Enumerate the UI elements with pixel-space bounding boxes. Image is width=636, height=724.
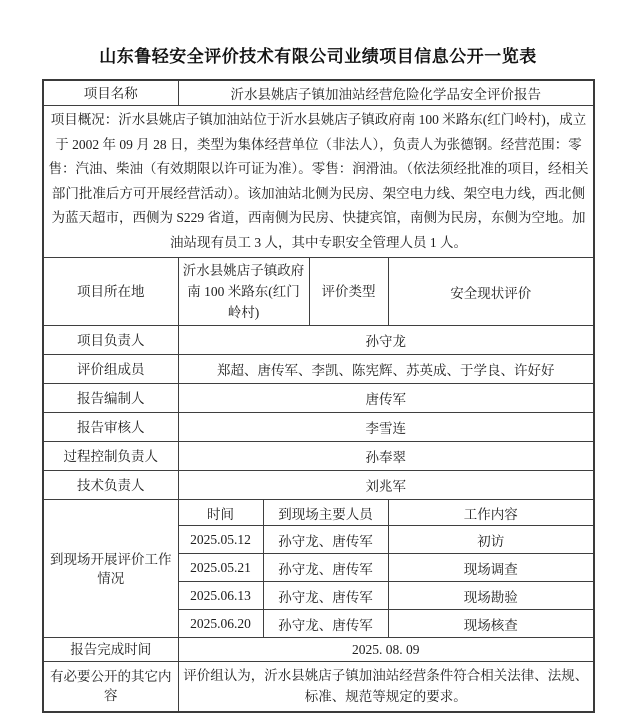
project-name-label: 项目名称 <box>43 80 178 106</box>
eval-team-value: 郑超、唐传军、李凯、陈宪辉、苏英成、于学良、许好好 <box>178 355 594 384</box>
report-writer-value: 唐传军 <box>178 384 594 413</box>
visit-people: 孙守龙、唐传军 <box>263 526 388 554</box>
visit-people: 孙守龙、唐传军 <box>263 582 388 610</box>
table-row <box>43 500 594 526</box>
report-reviewer-value: 李雪连 <box>178 413 594 442</box>
table-row <box>43 326 594 355</box>
process-control-value: 孙奉翠 <box>178 442 594 471</box>
table-row <box>43 442 594 471</box>
completion-date: 2025. 08. 09 <box>178 638 594 662</box>
site-visit-label: 到现场开展评价工作情况 <box>43 500 178 638</box>
page-title: 山东鲁轻安全评价技术有限公司业绩项目信息公开一览表 <box>99 47 537 66</box>
visit-header-people: 到现场主要人员 <box>263 500 388 526</box>
report-writer-label: 报告编制人 <box>43 384 178 413</box>
project-info-table <box>42 79 595 713</box>
table-row <box>43 106 594 258</box>
table-row <box>43 471 594 500</box>
project-leader-value: 孙守龙 <box>178 326 594 355</box>
table-row <box>43 355 594 384</box>
eval-type-value: 安全现状评价 <box>388 258 594 326</box>
visit-work: 现场勘验 <box>388 582 594 610</box>
project-leader-label: 项目负责人 <box>43 326 178 355</box>
location-label: 项目所在地 <box>43 258 178 326</box>
visit-header-date: 时间 <box>178 500 263 526</box>
other-content-value: 评价组认为，沂水县姚店子镇加油站经营条件符合相关法律、法规、标准、规范等规定的要求。 <box>178 662 594 712</box>
table-row <box>43 662 594 712</box>
project-overview: 项目概况：沂水县姚店子镇加油站位于沂水县姚店子镇政府南 100 米路东(红门岭村)，成立于 2002 年 09 月 28 日，类型为集体经营单位（非法人），负责人为张德钢。经营范围：零售：汽油、柴油（有效期限以许可证为准）。零售：润滑油。（依法须经批准的项目，经相关部门批准后方可开展经营活动）。该加油站北侧为民房、架空电力线、架空电力线，西北侧为蓝天超市，西侧为 S229 省道，西南侧为民房、快捷宾馆，南侧为民房，东侧为空地。加油站现有员工 3 人，其中专职安全管理人员 1 人。 <box>43 106 594 258</box>
visit-people: 孙守龙、唐传军 <box>263 554 388 582</box>
process-control-label: 过程控制负责人 <box>43 442 178 471</box>
completion-label: 报告完成时间 <box>43 638 178 662</box>
visit-work: 现场调查 <box>388 554 594 582</box>
visit-date: 2025.05.21 <box>178 554 263 582</box>
tech-leader-value: 刘兆军 <box>178 471 594 500</box>
table-row <box>43 413 594 442</box>
project-name-value: 沂水县姚店子镇加油站经营危险化学品安全评价报告 <box>178 80 594 106</box>
table-row <box>43 638 594 662</box>
eval-team-label: 评价组成员 <box>43 355 178 384</box>
visit-date: 2025.05.12 <box>178 526 263 554</box>
table-row <box>43 80 594 106</box>
report-reviewer-label: 报告审核人 <box>43 413 178 442</box>
visit-work: 现场核查 <box>388 610 594 638</box>
location-value: 沂水县姚店子镇政府南 100 米路东(红门岭村) <box>178 258 309 326</box>
table-row <box>43 258 594 326</box>
visit-header-work: 工作内容 <box>388 500 594 526</box>
table-row <box>43 384 594 413</box>
visit-people: 孙守龙、唐传军 <box>263 610 388 638</box>
visit-date: 2025.06.13 <box>178 582 263 610</box>
visit-date: 2025.06.20 <box>178 610 263 638</box>
visit-work: 初访 <box>388 526 594 554</box>
eval-type-label: 评价类型 <box>309 258 388 326</box>
tech-leader-label: 技术负责人 <box>43 471 178 500</box>
other-content-label: 有必要公开的其它内容 <box>43 662 178 712</box>
